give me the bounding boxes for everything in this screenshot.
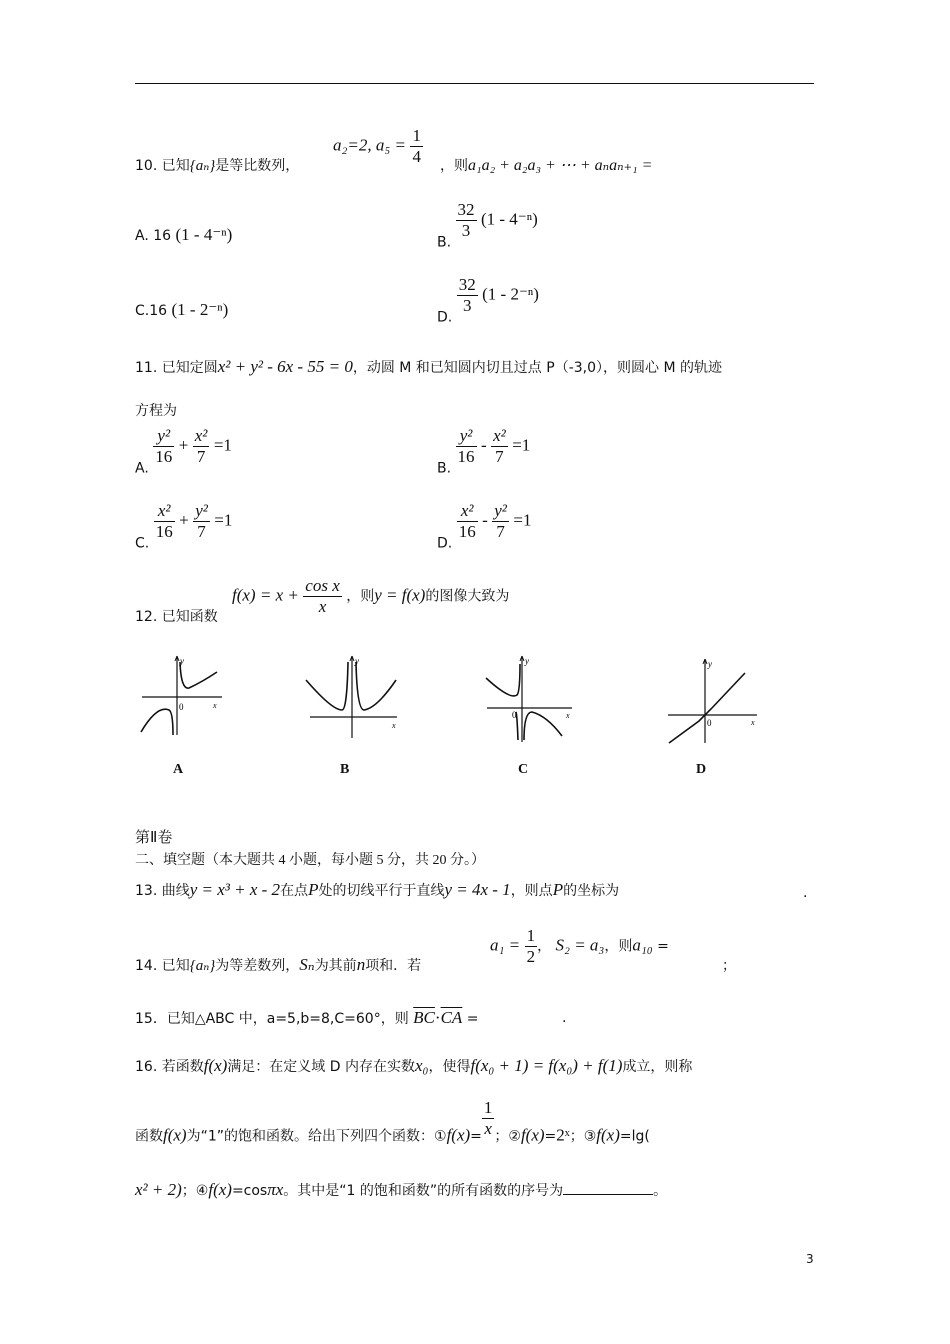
q10-option-a: A. 16 (1 - 4⁻ⁿ) <box>135 225 233 244</box>
svg-text:x: x <box>392 721 396 730</box>
q12-graph-a <box>137 650 227 740</box>
q10-option-d: D. $\frac{32}{3}$ (1 - 2⁻ⁿ) <box>437 275 539 326</box>
q16-answer-blank[interactable] <box>563 1194 653 1195</box>
q12-label-a: A <box>173 762 184 777</box>
q12-stem: 12. 已知函数 <box>135 609 218 625</box>
q16-stem-line2: 函数f(x)为“1”的饱和函数。给出下列四个函数：①f(x)= $\frac{1}{x}$ ；②f(x)=2ˣ；③f(x)=lg( <box>135 1098 650 1145</box>
q14-end: ； <box>722 958 736 974</box>
q11-option-c: C. $\frac{\text{x²}}{16}$ + $\frac{\text{y²}}{7}$ =1 <box>135 501 233 552</box>
q12-label-d: D <box>696 762 707 777</box>
q10-expression: ，则a₁a₂ + a₂a₃ + ⋯ + aₙaₙ₊₁ = <box>440 157 653 174</box>
svg-text:0: 0 <box>512 710 517 720</box>
q11-option-d: D. $\frac{\text{x²}}{16}$ - $\frac{\text{y²}}{7}$ =1 <box>437 501 532 552</box>
q15-end: . <box>562 1010 567 1026</box>
svg-text:y: y <box>708 659 712 669</box>
q10-option-b: B. $\frac{32}{3}$ (1 - 4⁻ⁿ) <box>437 200 538 251</box>
q13-end-dot: . <box>803 885 808 901</box>
q11-stem: 11. 已知定圆x² + y² - 6x - 55 = 0，动圆 M 和已知圆内切且过点 P（-3,0），则圆心 M 的轨迹 <box>135 357 722 376</box>
q16-stem-line1: 16. 若函数f(x)满足：在定义域 D 内存在实数x₀，使得f(x₀ + 1) = f(x₀) + f(1)成立，则称 <box>135 1056 693 1075</box>
svg-text:x: x <box>213 701 217 710</box>
q10-condition: a₂=2, a₅ = $\frac{1}{4}$ <box>333 126 421 166</box>
q13-stem: 13. 曲线y = x³ + x - 2在点P处的切线平行于直线y = 4x - 1，则点P的坐标为 <box>135 880 620 899</box>
q14-stem-start: 14. 已知{aₙ}为等差数列，Sₙ为其前n项和．若 <box>135 955 422 974</box>
q12-graph-b <box>302 650 402 740</box>
q12-graph-d <box>665 655 760 745</box>
svg-text:x: x <box>751 718 755 727</box>
part2-title: 第Ⅱ卷 <box>135 830 173 846</box>
q12-label-c: C <box>518 762 529 777</box>
svg-text:y: y <box>525 656 529 666</box>
svg-text:y: y <box>355 656 359 666</box>
q11-stem-line2: 方程为 <box>135 403 177 419</box>
q11-option-a: A. $\frac{\text{y²}}{16}$ + $\frac{\text{x²}}{7}$ =1 <box>135 426 232 477</box>
part2-section-heading: 二、填空题（本大题共 4 小题，每小题 5 分，共 20 分。） <box>135 853 485 868</box>
svg-text:0: 0 <box>179 702 184 712</box>
q12-function: f(x) = x + $\frac{\text{cos x}}{x}$ ，则y = f(x)的图像大致为 <box>232 576 510 616</box>
q11-option-b: B. $\frac{\text{y²}}{16}$ - $\frac{\text{x²}}{7}$ =1 <box>437 426 531 477</box>
q16-stem-line3: x² + 2)；④f(x)=cosπx。其中是“1 的饱和函数”的所有函数的序号为 。 <box>135 1180 668 1199</box>
page-number: 3 <box>806 1252 814 1266</box>
svg-text:0: 0 <box>707 718 712 728</box>
header-rule <box>135 83 814 84</box>
q15-stem: 15．已知△ABC 中，a=5,b=8,C=60°，则 $\overline{BC}\cdot\overline{CA}$ = <box>135 1008 479 1027</box>
svg-text:x: x <box>566 711 570 720</box>
q14-conditions: a₁ = $\frac{1}{2}$ ， S₂ = a₃，则a₁₀ = <box>490 926 669 966</box>
q10-option-c: C.16 (1 - 2⁻ⁿ) <box>135 300 229 319</box>
q10-stem: 10. 已知{aₙ}是等比数列， <box>135 158 300 174</box>
q12-graph-c <box>482 650 577 745</box>
svg-text:y: y <box>180 656 184 666</box>
q12-label-b: B <box>340 762 350 777</box>
